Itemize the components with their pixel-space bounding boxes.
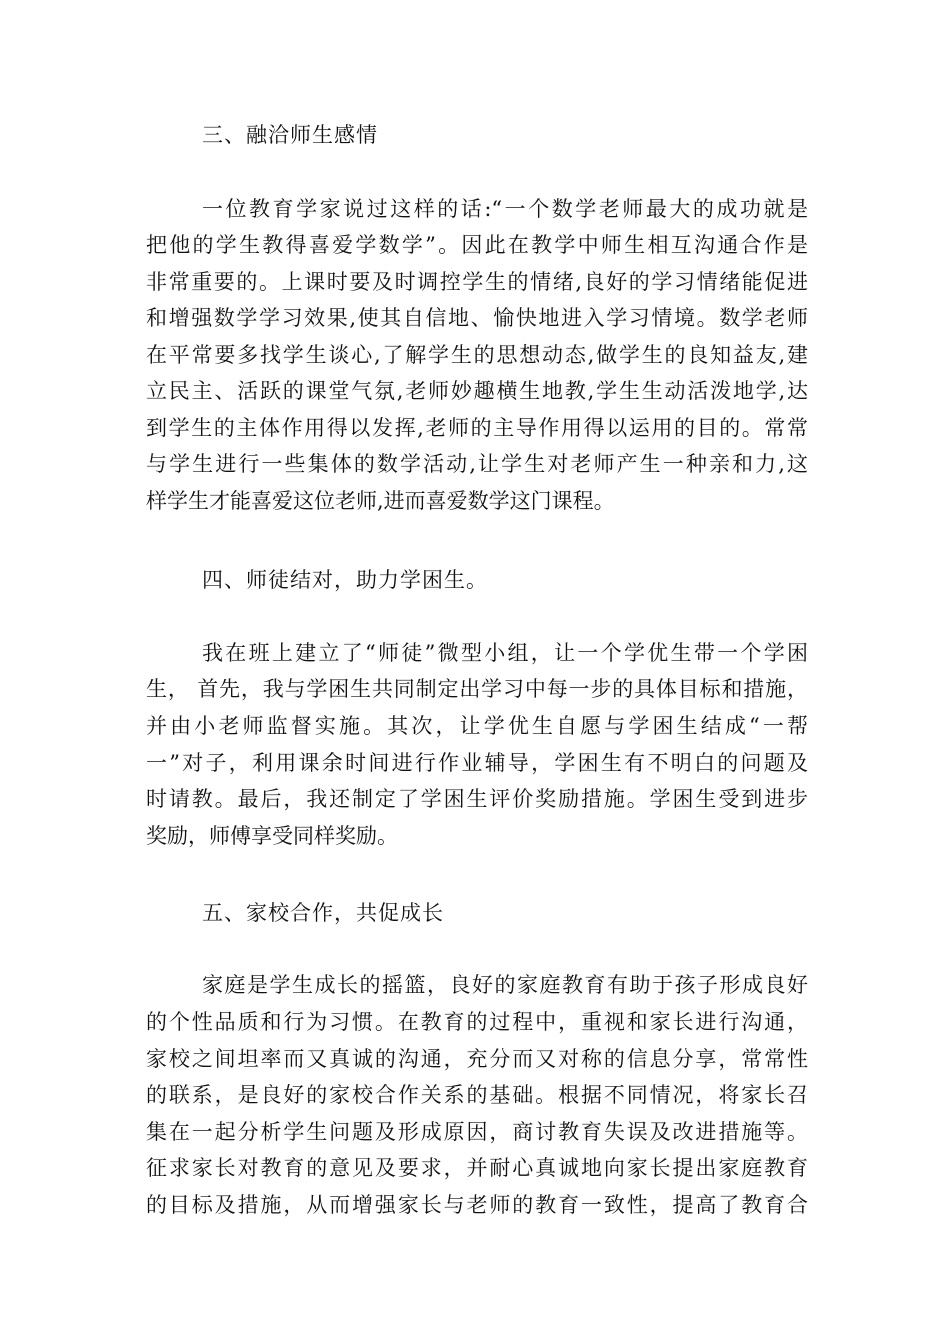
section-heading: 四、师徒结对，助力学困生。 — [202, 568, 488, 592]
paragraph-line: 生， 首先，我与学困生共同制定出学习中每一步的具体目标和措施， — [146, 677, 808, 701]
paragraph-line: 立民主、活跃的课堂气氛,老师妙趣横生地教,学生生动活泼地学,达 — [146, 379, 808, 403]
paragraph-line: 的联系，是良好的家校合作关系的基础。根据不同情况，将家长召 — [146, 1083, 808, 1107]
paragraph-line: 一位教育学家说过这样的话:“一个数学老师最大的成功就是 — [202, 197, 808, 221]
paragraph-line: 时请教。最后，我还制定了学困生评价奖励措施。学困生受到进步 — [146, 787, 808, 811]
paragraph-line: 非常重要的。上课时要及时调控学生的情绪,良好的学习情绪能促进 — [146, 270, 808, 294]
paragraph-line: 在平常要多找学生谈心,了解学生的思想动态,做学生的良知益友,建 — [146, 343, 808, 367]
paragraph-line: 的目标及措施，从而增强家长与老师的教育一致性，提高了教育合 — [146, 1193, 808, 1217]
paragraph-line: 我在班上建立了“师徒”微型小组，让一个学优生带一个学困 — [202, 641, 808, 665]
paragraph-line: 家庭是学生成长的摇篮，良好的家庭教育有助于孩子形成良好 — [202, 973, 808, 997]
section-heading: 三、融洽师生感情 — [202, 123, 378, 147]
paragraph-line: 样学生才能喜爱这位老师,进而喜爱数学这门课程。 — [146, 489, 615, 513]
paragraph-line: 并由小老师监督实施。其次，让学优生自愿与学困生结成“一帮 — [146, 714, 808, 738]
paragraph-line: 和增强数学学习效果,使其自信地、愉快地进入学习情境。数学老师 — [146, 306, 808, 330]
paragraph-line: 与学生进行一些集体的数学活动,让学生对老师产生一种亲和力,这 — [146, 452, 808, 476]
paragraph-line: 一”对子，利用课余时间进行作业辅导，学困生有不明白的问题及 — [146, 751, 808, 775]
paragraph-line: 奖励，师傅享受同样奖励。 — [146, 824, 398, 848]
paragraph-line: 的个性品质和行为习惯。在教育的过程中，重视和家长进行沟通， — [146, 1010, 808, 1034]
paragraph-line: 到学生的主体作用得以发挥,老师的主导作用得以运用的目的。常常 — [146, 416, 808, 440]
paragraph-line: 把他的学生教得喜爱学数学”。因此在教学中师生相互沟通合作是 — [146, 233, 808, 257]
paragraph-line: 集在一起分析学生问题及形成原因，商讨教育失误及改进措施等。 — [146, 1120, 808, 1144]
section-heading: 五、家校合作，共促成长 — [202, 901, 444, 925]
paragraph-line: 征求家长对教育的意见及要求，并耐心真诚地向家长提出家庭教育 — [146, 1156, 808, 1180]
paragraph-line: 家校之间坦率而又真诚的沟通，充分而又对称的信息分享，常常性 — [146, 1047, 808, 1071]
